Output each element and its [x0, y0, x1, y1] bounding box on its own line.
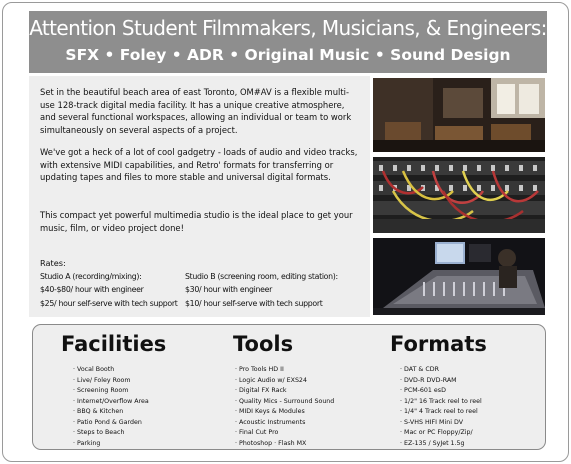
details-panel [32, 324, 546, 450]
page-title: Attention Student Filmmakers, Musicians, & Engineers: [29, 16, 547, 40]
list-item: · Digital FX Rack [235, 386, 334, 397]
formats-list [400, 365, 482, 449]
intro-paragraph-1: Set in the beautiful beach area of east Toronto, OM#AV is a flexible multi-use 128-track digital media facility. It has a unique creative atmosphere, and several functional workspaces, allowing an individual or team to work simultaneously on several aspects of a project. [40, 87, 352, 135]
list-item: · Parking [73, 439, 149, 450]
list-item: · PCM-601 esD [400, 386, 482, 397]
studio-room-photo [373, 78, 545, 152]
page-subtitle: SFX • Foley • ADR • Original Music • Sound Design [65, 46, 511, 64]
intro-panel [29, 76, 370, 317]
list-item: · Patio Pond & Garden [73, 418, 149, 429]
list-item: · EZ-135 / SyJet 1.5g [400, 439, 482, 450]
rates-label: Rates: [40, 258, 66, 268]
formats-heading: Formats [390, 332, 487, 356]
list-item: · DAT & CDR [400, 365, 482, 376]
flyer-frame [2, 2, 569, 462]
list-item: · Pro Tools HD II [235, 365, 334, 376]
studio-b-rates [185, 270, 338, 310]
list-item: · Logic Audio w/ EXS24 [235, 376, 334, 387]
list-item: · Acoustic Instruments [235, 418, 334, 429]
patch-bay-photo [373, 157, 545, 233]
list-item: · Screening Room [73, 386, 149, 397]
studio-b-engineer-rate: $30/ hour with engineer [185, 285, 273, 295]
list-item: · Quality Mics - Surround Sound [235, 397, 334, 408]
list-item: · BBQ & Kitchen [73, 407, 149, 418]
list-item: · Internet/Overflow Area [73, 397, 149, 408]
mixing-console-photo [373, 238, 545, 315]
list-item: · Live/ Foley Room [73, 376, 149, 387]
facilities-heading: Facilities [61, 332, 167, 356]
list-item: · Vocal Booth [73, 365, 149, 376]
intro-paragraph-3: This compact yet powerful multimedia studio is the ideal place to get your music, film, or video project done! [40, 210, 353, 233]
list-item: · Mac or PC Floppy/Zip/ [400, 428, 482, 439]
list-item: · 1/4" 4 Track reel to reel [400, 407, 482, 418]
studio-a-name: Studio A (recording/mixing): [40, 272, 142, 281]
list-item: · Final Cut Pro [235, 428, 334, 439]
tools-list [235, 365, 334, 449]
studio-b-self-serve-rate: $10/ hour self-serve with tech support [185, 298, 323, 308]
studio-a-rates [40, 270, 178, 310]
list-item: · DVD-R DVD-RAM [400, 376, 482, 387]
list-item: · 1/2" 16 Track reel to reel [400, 397, 482, 408]
studio-a-engineer-rate: $40-$80/ hour with engineer [40, 285, 144, 295]
list-item: · S-VHS HIFI Mini DV [400, 418, 482, 429]
list-item: · Steps to Beach [73, 428, 149, 439]
header-banner [29, 11, 547, 73]
facilities-list [73, 365, 149, 449]
list-item: · MIDI Keys & Modules [235, 407, 334, 418]
intro-paragraph-2: We've got a heck of a lot of cool gadgetry - loads of audio and video tracks, with extensive MIDI capabilities, and Retro' formats for transferring or updating tapes and files to more stable and universal digital formats. [40, 147, 358, 183]
tools-heading: Tools [233, 332, 294, 356]
studio-a-self-serve-rate: $25/ hour self-serve with tech support [40, 298, 178, 308]
list-item: · Photoshop · Flash MX [235, 439, 334, 450]
studio-b-name: Studio B (screening room, editing station): [185, 272, 338, 281]
